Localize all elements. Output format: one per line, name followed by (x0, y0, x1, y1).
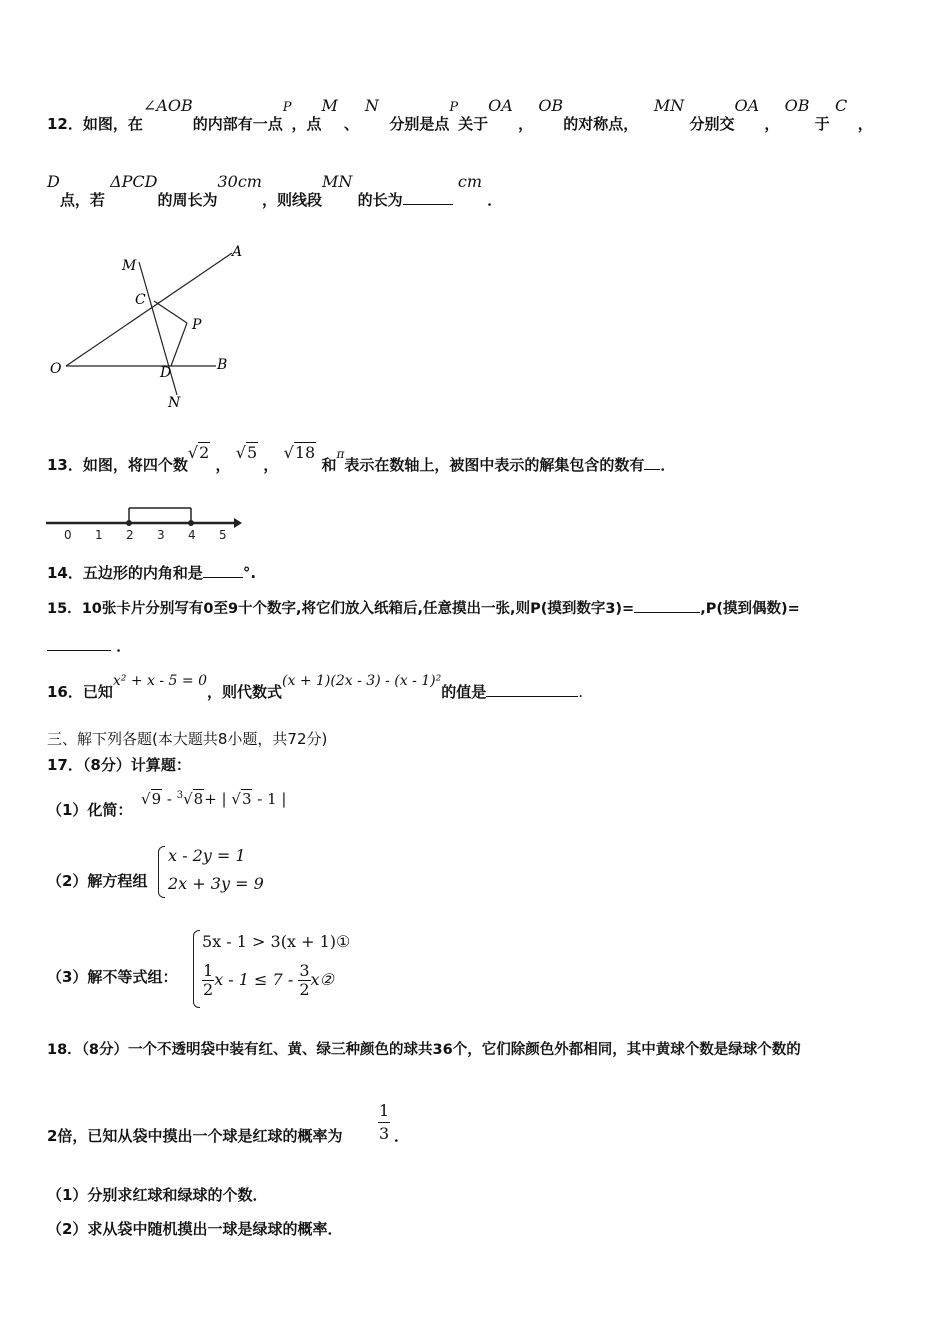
fraction-three-halves (298, 962, 310, 999)
q12-text: ， (518, 115, 534, 133)
q18-part1: （1）分别求红球和绿球的个数． (47, 1186, 268, 1204)
q16-text: 的值是 (441, 683, 487, 701)
q18-line2-end: ． (394, 1127, 410, 1145)
q12-number: 12． (47, 115, 83, 133)
q12-text: 分别是点 (389, 115, 450, 133)
ray-oa (66, 253, 232, 366)
q12-text: 如图，在 (82, 115, 143, 133)
q18-line1 (47, 1040, 801, 1060)
answer-blank (403, 190, 453, 205)
q14-text: 五边形的内角和是 (82, 564, 203, 582)
operator: + | (204, 790, 232, 808)
q16-text: . (578, 683, 584, 701)
label-d: D (160, 365, 172, 381)
q12-text: ，则线段 (261, 191, 322, 209)
q16-text: 已知 (82, 683, 113, 701)
segment-pd (171, 323, 187, 366)
math-n: N (364, 96, 379, 115)
numerator: 3 (299, 961, 310, 980)
axis-arrow (234, 518, 242, 528)
q17-part3-inequality-1: 5x - 1 > 3(x + 1)① (202, 932, 351, 951)
q13-number: 13． (47, 456, 83, 474)
label-p: P (192, 317, 202, 333)
math-m: M (321, 96, 338, 115)
q12-text: 关于 (458, 115, 489, 133)
q15-text: ,P(摸到偶数)= (700, 601, 800, 617)
label-m: M (122, 258, 137, 274)
math-sqrt18: √18 (283, 443, 316, 462)
q17-title (47, 755, 191, 775)
q17-part2-equation-2: 2x + 3y = 9 (168, 874, 264, 893)
q17-part2 (47, 871, 147, 891)
math-equation: x² + x - 5 = 0 (112, 673, 208, 689)
math-p: P (282, 100, 292, 115)
q17-part1-label: （1）化简： (47, 801, 133, 819)
q12-text: 分别交 (689, 115, 735, 133)
math-expression: (x + 1)(2x - 3) - (x - 1)² (282, 673, 442, 689)
q12-line2 (47, 172, 503, 210)
math-p: P (449, 100, 459, 115)
q12-text: 、 (343, 115, 359, 133)
label-o: O (50, 361, 62, 377)
q14-text: °. (242, 564, 257, 582)
root-index: 3 (176, 790, 184, 801)
math-c: C (835, 96, 848, 115)
q16-text: ，则代数式 (207, 683, 283, 701)
radicand: 18 (294, 443, 316, 462)
q17-part2-equation-1: x - 2y = 1 (168, 846, 246, 865)
q14-line (47, 563, 256, 583)
radicand: 3 (241, 790, 252, 808)
inequality-text: x② (310, 970, 334, 989)
q17-text: （8分）计算题： (82, 756, 191, 774)
q14-number: 14． (47, 564, 83, 582)
q13-text: 和 (321, 456, 337, 474)
q13-text: ， (215, 456, 231, 474)
q15-line1 (47, 598, 800, 619)
q18-text: 2倍，已知从袋中摸出一个球是红球的概率为 (47, 1127, 343, 1145)
tick-5: 5 (219, 528, 227, 542)
radicand: 5 (246, 443, 258, 462)
operator: - (162, 790, 177, 808)
label-c: C (135, 292, 146, 308)
system-brace (158, 846, 165, 898)
q12-text: 于 (814, 115, 830, 133)
label-b: B (217, 357, 228, 373)
radicand: 2 (199, 443, 210, 462)
inequality-brace (193, 930, 200, 1008)
denominator: 3 (379, 1124, 390, 1143)
q17-number: 17． (47, 756, 83, 774)
fraction (378, 1100, 390, 1145)
q12-text: ， (857, 115, 873, 133)
q12-geometry-figure (44, 240, 254, 415)
q16-line (47, 673, 584, 703)
q17-part3-inequality-2 (202, 962, 334, 999)
q18-fraction-one-third (378, 1100, 390, 1145)
math-triangle-pcd: ΔPCD (110, 172, 158, 191)
fraction-one-half (202, 962, 214, 999)
q18-part2: （2）求从袋中随机摸出一球是绿球的概率． (47, 1220, 343, 1238)
q15-number: 15． (47, 601, 82, 617)
tick-1: 1 (95, 528, 103, 542)
q13-text: ， (263, 456, 279, 474)
q17-part3 (47, 967, 177, 987)
q12-text: 的周长为 (157, 191, 218, 209)
q12-text: ． (487, 191, 503, 209)
math-ob: OB (538, 96, 564, 115)
q12-line1 (47, 96, 873, 136)
math-angle-aob: ∠AOB (142, 96, 193, 115)
math-unit-cm: cm (457, 172, 483, 191)
math-mn: MN (322, 172, 353, 191)
q12-text: ， (764, 115, 780, 133)
math-mn: MN (653, 96, 685, 115)
tick-3: 3 (157, 528, 165, 542)
label-a: A (232, 244, 243, 260)
q18-number: 18． (47, 1042, 82, 1058)
q17-part1 (47, 800, 132, 820)
numerator: 1 (378, 1100, 390, 1123)
answer-blank (47, 636, 111, 651)
q12-text: 点，若 (59, 191, 105, 209)
q13-line (47, 443, 676, 476)
answer-blank (203, 563, 243, 578)
tick-2: 2 (126, 528, 134, 542)
math-sqrt5: √5 (235, 443, 258, 462)
denominator: 2 (299, 980, 310, 999)
denominator: 2 (203, 980, 214, 999)
math-pi: π (336, 447, 345, 461)
radicand: 9 (151, 790, 162, 808)
math-perimeter: 30cm (217, 172, 262, 191)
tick-0: 0 (64, 528, 72, 542)
answer-blank (486, 682, 578, 697)
section-3-title: 三、解下列各题(本大题共8小题，共72分) (47, 730, 328, 748)
q12-text: 的内部有一点 (192, 115, 283, 133)
q13-text: 如图，将四个数 (82, 456, 188, 474)
math-ob: OB (784, 96, 810, 115)
q15-line2 (47, 636, 131, 656)
q17-part1-expression: √9 - $^3$√8+ | √3 - 1 | (141, 790, 287, 808)
q15-text: 10张卡片分别写有0至9十个数字,将它们放入纸箱后,任意摸出一张,则P(摸到数字3)= (81, 601, 635, 617)
q12-text: 的对称点， (563, 115, 639, 133)
math-sqrt2: √2 (187, 443, 210, 462)
q18-text: （8分）一个不透明袋中装有红、黄、绿三种颜色的球共36个，它们除颜色外都相同，其中黄球个数是绿球个数的 (81, 1042, 801, 1058)
q17-part2-label: （2）解方程组 (47, 872, 148, 890)
answer-blank (634, 598, 700, 613)
radicand: 8 (193, 790, 204, 808)
label-n: N (168, 395, 181, 411)
q18-line2 (47, 1126, 342, 1146)
q13-text: ． (660, 456, 676, 474)
tick-4: 4 (188, 528, 196, 542)
endpoint-4 (188, 520, 194, 526)
numerator: 1 (203, 961, 214, 980)
q12-text: 的长为 (357, 191, 403, 209)
q13-number-line (44, 500, 249, 545)
q17-part3-label: （3）解不等式组： (47, 968, 178, 986)
inequality-text: x - 1 ≤ 7 - (214, 970, 299, 989)
operator: - 1 | (252, 790, 287, 808)
q12-text: ，点 (291, 115, 322, 133)
math-oa: OA (488, 96, 513, 115)
line-mn (139, 262, 177, 395)
answer-blank (644, 455, 660, 470)
endpoint-2 (126, 520, 132, 526)
segment-cp (154, 301, 187, 323)
q13-text: 表示在数轴上，被图中表示的解集包含的数有 (344, 456, 645, 474)
q16-number: 16． (47, 683, 83, 701)
math-oa: OA (734, 96, 760, 115)
q15-text: ． (116, 637, 132, 655)
math-d: D (47, 172, 60, 191)
